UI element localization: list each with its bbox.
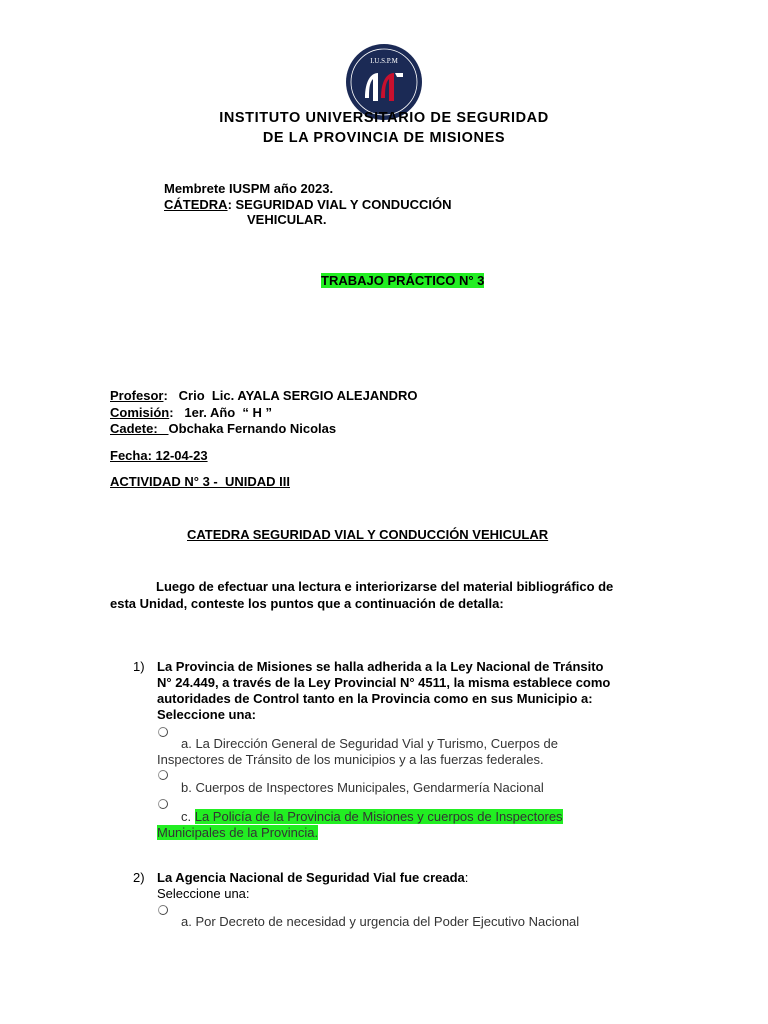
fecha-line: Fecha: 12-04-23 xyxy=(110,448,208,463)
q1-line: autoridades de Control tanto en la Provincia como en sus Municipio a: xyxy=(157,691,593,706)
cadete-line xyxy=(110,421,336,437)
q1-option-a-radio[interactable] xyxy=(158,727,168,737)
q2-option-a-radio[interactable] xyxy=(158,905,168,915)
profesor-value: : Crio Lic. AYALA SERGIO ALEJANDRO xyxy=(163,388,418,403)
institution-title-line1: INSTITUTO UNIVERSITARIO DE SEGURIDAD xyxy=(219,110,549,126)
q1-option-c-prefix: c. xyxy=(181,809,195,824)
q1-option-a-line2: Inspectores de Tránsito de los municipios y a las fuerzas federales. xyxy=(157,752,544,767)
q1-line: N° 24.449, a través de la Ley Provincial N° 4511, la misma establece como xyxy=(157,675,611,690)
q1-option-c-text2: Municipales de la Provincia. xyxy=(157,825,319,840)
q1-option-c-line1 xyxy=(181,809,563,825)
catedra-value-cont: VEHICULAR. xyxy=(247,212,327,227)
profesor-line xyxy=(110,388,418,404)
q2-text: La Agencia Nacional de Seguridad Vial fue creada xyxy=(157,870,465,885)
q1-option-c-text1: La Policía de la Provincia de Misiones y cuerpos de Inspectores xyxy=(194,809,563,824)
q2-option-a: a. Por Decreto de necesidad y urgencia del Poder Ejecutivo Nacional xyxy=(181,914,580,929)
catedra-value: : SEGURIDAD VIAL Y CONDUCCIÓN xyxy=(227,197,452,212)
actividad-line: ACTIVIDAD N° 3 - UNIDAD III xyxy=(110,474,290,489)
q1-text xyxy=(157,659,677,723)
institution-title-line2: DE LA PROVINCIA DE MISIONES xyxy=(262,130,506,146)
tp-title-text: TRABAJO PRÁCTICO N° 3 xyxy=(321,273,485,288)
q2-line1 xyxy=(157,870,468,886)
q2-line2: Seleccione una: xyxy=(157,886,250,901)
intro-line1: Luego de efectuar una lectura e interiorizarse del material bibliográfico de xyxy=(156,579,614,594)
intro-line2: esta Unidad, conteste los puntos que a continuación de detalla: xyxy=(110,596,504,611)
catedra-line xyxy=(164,197,451,213)
profesor-label: Profesor xyxy=(110,388,164,403)
q1-option-b-radio[interactable] xyxy=(158,770,168,780)
q1-option-b: b. Cuerpos de Inspectores Municipales, Gendarmería Nacional xyxy=(181,780,544,795)
comision-line xyxy=(110,405,272,421)
tp-title xyxy=(321,273,484,289)
comision-label: Comisión xyxy=(110,405,170,420)
logo-text: I.U.S.P.M xyxy=(370,57,398,65)
membrete-line: Membrete IUSPM año 2023. xyxy=(164,181,334,196)
comision-value: : 1er. Año “ H ” xyxy=(169,405,273,420)
cadete-value: Obchaka Fernando Nicolas xyxy=(168,421,337,436)
catedra-heading: CATEDRA SEGURIDAD VIAL Y CONDUCCIÓN VEHICULAR xyxy=(187,527,549,542)
q1-line: Seleccione una: xyxy=(157,707,256,722)
cadete-label: Cadete: xyxy=(110,421,169,436)
catedra-label: CÁTEDRA xyxy=(164,197,228,212)
q1-option-c-line2 xyxy=(157,825,318,841)
q1-line: La Provincia de Misiones se halla adherida a la Ley Nacional de Tránsito xyxy=(157,659,604,674)
q2-suffix: : xyxy=(464,870,469,885)
q1-option-a-line1: a. La Dirección General de Seguridad Vial y Turismo, Cuerpos de xyxy=(181,736,558,751)
q2-number: 2) xyxy=(133,870,145,885)
q1-number: 1) xyxy=(133,659,145,674)
q1-option-c-radio[interactable] xyxy=(158,799,168,809)
